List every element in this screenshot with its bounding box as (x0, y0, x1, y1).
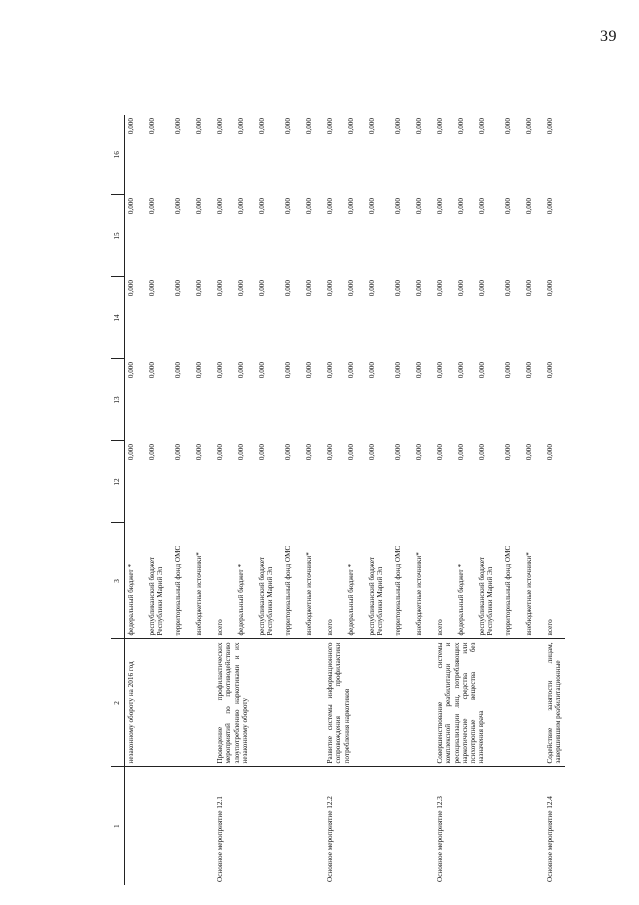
value-cell: 0,000 (347, 280, 355, 297)
value-cell: 0,000 (504, 118, 512, 135)
value-cell: 0,000 (546, 118, 554, 135)
activity-cell: Основное мероприятие 12.2 (324, 767, 434, 885)
value-cell: 0,000 (368, 362, 376, 379)
value-cell: 0,000 (127, 280, 135, 297)
value-cell: 0,000 (195, 444, 203, 461)
value-cell: 0,000 (148, 362, 156, 379)
value-cell: 0,000 (284, 362, 292, 379)
funding-source-cell: территориальный фонд ОМС (174, 545, 182, 636)
value-cell: 0,000 (174, 198, 182, 215)
header-cell: 1 (111, 767, 125, 885)
value-cell: 0,000 (347, 198, 355, 215)
header-cell: 13 (111, 359, 125, 441)
value-cell: 0,000 (174, 444, 182, 461)
funding-source-cell: внебюджетные источники* (305, 552, 313, 636)
activity-cell (125, 767, 215, 885)
value-cell: 0,000 (436, 118, 444, 135)
value-cell: 0,000 (478, 444, 486, 461)
description-cell: Содействие занятости лицам, завершившим реабилитационные (544, 639, 565, 767)
value-cell: 0,000 (478, 362, 486, 379)
value-cell: 0,000 (347, 444, 355, 461)
value-cell: 0,000 (305, 280, 313, 297)
activity-cell: Основное мероприятие 12.1 (214, 767, 324, 885)
value-cell: 0,000 (368, 118, 376, 135)
value-cell: 0,000 (258, 198, 266, 215)
page-number: 39 (600, 28, 617, 45)
header-cell: 16 (111, 115, 125, 195)
value-cell: 0,000 (195, 118, 203, 135)
table-row (125, 115, 147, 885)
activity-cell: Основное мероприятие 12.3 (434, 767, 544, 885)
funding-source-cell: республиканский бюджет Республики Марий Эл (258, 556, 275, 636)
value-cell: 0,000 (394, 444, 402, 461)
value-cell: 0,000 (148, 198, 156, 215)
funding-source-cell: республиканский бюджет Республики Марий Эл (478, 556, 495, 636)
value-cell: 0,000 (237, 198, 245, 215)
value-cell: 0,000 (415, 198, 423, 215)
value-cell: 0,000 (237, 118, 245, 135)
value-cell: 0,000 (368, 198, 376, 215)
value-cell: 0,000 (284, 118, 292, 135)
funding-source-cell: всего (546, 619, 554, 636)
value-cell: 0,000 (237, 444, 245, 461)
value-cell: 0,000 (504, 362, 512, 379)
value-cell: 0,000 (284, 198, 292, 215)
value-cell: 0,000 (284, 280, 292, 297)
value-cell: 0,000 (436, 280, 444, 297)
table-row (214, 115, 235, 885)
value-cell: 0,000 (415, 444, 423, 461)
value-cell: 0,000 (436, 198, 444, 215)
value-cell: 0,000 (174, 280, 182, 297)
value-cell: 0,000 (525, 362, 533, 379)
funding-source-cell: всего (216, 619, 224, 636)
funding-source-cell: федеральный бюджет * (127, 563, 135, 636)
value-cell: 0,000 (478, 198, 486, 215)
funding-source-cell: федеральный бюджет * (457, 563, 465, 636)
value-cell: 0,000 (504, 198, 512, 215)
value-cell: 0,000 (504, 444, 512, 461)
header-cell: 15 (111, 195, 125, 277)
value-cell: 0,000 (415, 362, 423, 379)
funding-source-cell: республиканский бюджет Республики Марий Эл (368, 556, 385, 636)
value-cell: 0,000 (216, 118, 224, 135)
value-cell: 0,000 (457, 362, 465, 379)
value-cell: 0,000 (546, 280, 554, 297)
value-cell: 0,000 (347, 118, 355, 135)
value-cell: 0,000 (546, 362, 554, 379)
value-cell: 0,000 (457, 444, 465, 461)
value-cell: 0,000 (368, 444, 376, 461)
value-cell: 0,000 (525, 118, 533, 135)
value-cell: 0,000 (127, 444, 135, 461)
header-cell: 12 (111, 441, 125, 523)
value-cell: 0,000 (394, 118, 402, 135)
funding-source-cell: территориальный фонд ОМС (284, 545, 292, 636)
funding-source-cell: федеральный бюджет * (237, 563, 245, 636)
value-cell: 0,000 (457, 198, 465, 215)
value-cell: 0,000 (174, 118, 182, 135)
value-cell: 0,000 (368, 280, 376, 297)
table-row (544, 115, 565, 885)
value-cell: 0,000 (394, 280, 402, 297)
table-row (434, 115, 455, 885)
value-cell: 0,000 (436, 362, 444, 379)
value-cell: 0,000 (195, 362, 203, 379)
value-cell: 0,000 (546, 198, 554, 215)
value-cell: 0,000 (148, 444, 156, 461)
funding-source-cell: внебюджетные источники* (525, 552, 533, 636)
value-cell: 0,000 (326, 198, 334, 215)
activity-cell: Основное мероприятие 12.4 (544, 767, 565, 885)
value-cell: 0,000 (546, 444, 554, 461)
value-cell: 0,000 (457, 280, 465, 297)
description-cell: Развитие системы информационного сопровождения профилактики потребления наркотиков (324, 639, 434, 767)
value-cell: 0,000 (504, 280, 512, 297)
value-cell: 0,000 (525, 198, 533, 215)
description-cell: незаконному обороту на 2016 год (125, 639, 215, 767)
value-cell: 0,000 (216, 280, 224, 297)
value-cell: 0,000 (525, 444, 533, 461)
value-cell: 0,000 (525, 280, 533, 297)
value-cell: 0,000 (436, 444, 444, 461)
funding-source-cell: всего (326, 619, 334, 636)
value-cell: 0,000 (216, 362, 224, 379)
value-cell: 0,000 (127, 118, 135, 135)
header-row (111, 115, 125, 885)
value-cell: 0,000 (326, 280, 334, 297)
description-cell: Совершенствование системы комплексной реабилитации и ресоциализации лиц, потребляющих наркотические средства или психотропные вещества без назначения врача (434, 639, 544, 767)
value-cell: 0,000 (415, 280, 423, 297)
value-cell: 0,000 (326, 444, 334, 461)
value-cell: 0,000 (258, 280, 266, 297)
funding-table (111, 115, 565, 885)
value-cell: 0,000 (258, 362, 266, 379)
funding-source-cell: внебюджетные источники* (415, 552, 423, 636)
value-cell: 0,000 (237, 280, 245, 297)
value-cell: 0,000 (174, 362, 182, 379)
value-cell: 0,000 (394, 198, 402, 215)
value-cell: 0,000 (258, 118, 266, 135)
value-cell: 0,000 (237, 362, 245, 379)
value-cell: 0,000 (127, 198, 135, 215)
value-cell: 0,000 (457, 118, 465, 135)
value-cell: 0,000 (326, 118, 334, 135)
funding-source-cell: территориальный фонд ОМС (394, 545, 402, 636)
funding-source-cell: федеральный бюджет * (347, 563, 355, 636)
funding-source-cell: территориальный фонд ОМС (504, 545, 512, 636)
rotated-table-region (111, 115, 631, 885)
value-cell: 0,000 (148, 118, 156, 135)
value-cell: 0,000 (127, 362, 135, 379)
value-cell: 0,000 (415, 118, 423, 135)
funding-source-cell: республиканский бюджет Республики Марий Эл (148, 556, 165, 636)
value-cell: 0,000 (216, 198, 224, 215)
value-cell: 0,000 (258, 444, 266, 461)
value-cell: 0,000 (216, 444, 224, 461)
header-cell: 3 (111, 523, 125, 639)
description-cell: Проведение профилактических мероприятий по противодействию злоупотреблению наркотиками и их незаконному обороту (214, 639, 324, 767)
value-cell: 0,000 (148, 280, 156, 297)
value-cell: 0,000 (305, 198, 313, 215)
value-cell: 0,000 (195, 198, 203, 215)
value-cell: 0,000 (326, 362, 334, 379)
funding-source-cell: внебюджетные источники* (195, 552, 203, 636)
value-cell: 0,000 (478, 280, 486, 297)
value-cell: 0,000 (347, 362, 355, 379)
value-cell: 0,000 (305, 362, 313, 379)
table-row (324, 115, 345, 885)
value-cell: 0,000 (305, 118, 313, 135)
value-cell: 0,000 (195, 280, 203, 297)
value-cell: 0,000 (305, 444, 313, 461)
value-cell: 0,000 (394, 362, 402, 379)
value-cell: 0,000 (478, 118, 486, 135)
header-cell: 14 (111, 277, 125, 359)
funding-source-cell: всего (436, 619, 444, 636)
header-cell: 2 (111, 639, 125, 767)
value-cell: 0,000 (284, 444, 292, 461)
